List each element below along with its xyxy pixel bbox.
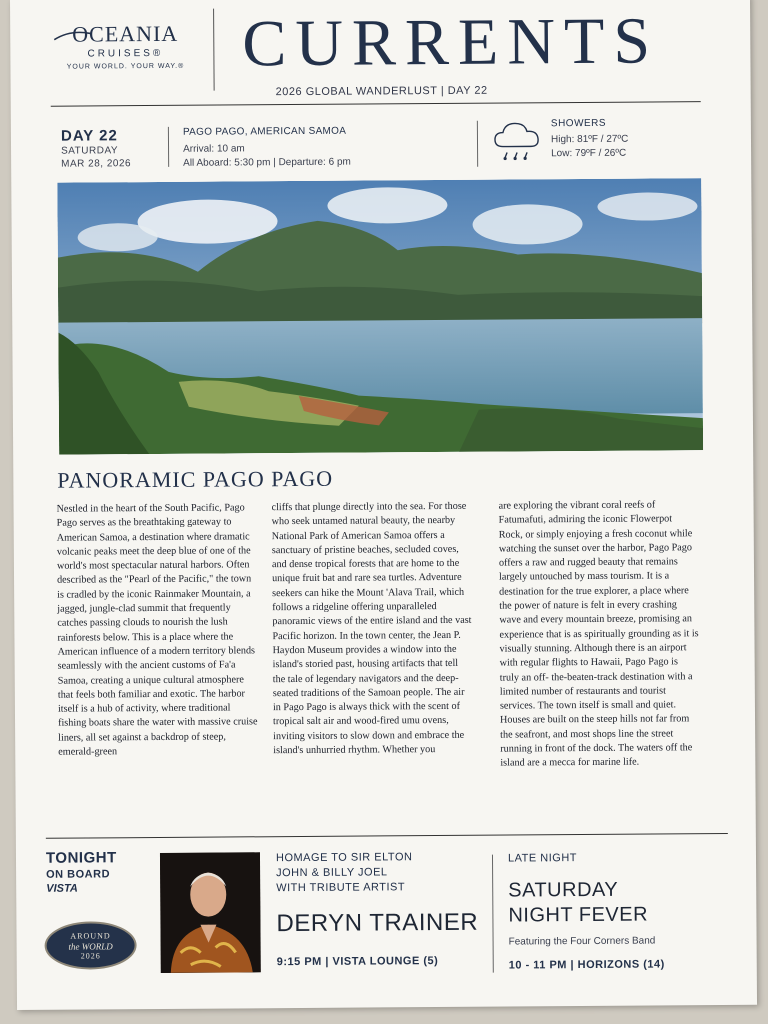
late-title-2: NIGHT FEVER <box>508 903 649 927</box>
weather-condition: SHOWERS <box>550 117 607 130</box>
article-headline: PANORAMIC PAGO PAGO <box>57 465 334 493</box>
day-info <box>61 127 131 170</box>
cloud-rain-icon <box>491 118 543 164</box>
badge-line-3: 2026 <box>80 951 101 961</box>
late-subtitle: Featuring the Four Corners Band <box>508 935 656 948</box>
day-weekday: SATURDAY <box>61 145 119 157</box>
artist-portrait-art <box>160 852 261 973</box>
brand-name: OCEANIA <box>72 20 179 47</box>
info-divider-1 <box>168 127 169 167</box>
show-line-1: HOMAGE TO SIR ELTON <box>275 851 413 865</box>
divider-top <box>51 101 701 107</box>
around-the-world-badge <box>44 921 136 970</box>
swoosh-icon <box>52 29 92 43</box>
masthead-divider <box>213 9 215 91</box>
tonight-onboard: ON BOARD <box>46 868 111 881</box>
tonight-ship: VISTA <box>46 882 78 895</box>
day-number: DAY 22 <box>60 127 118 145</box>
weather-low: Low: 79ºF / 26ºC <box>551 147 627 160</box>
badge-line-2: the WORLD <box>68 941 113 952</box>
article-column-2: cliffs that plunge directly into the sea. For those who seek untamed natural beauty, the nearby National Park of American Samoa offers a sanctuary of pristine beaches, secluded coves, and dense tropical forests that are home to the unique fruit bat and rare sea turtles. Adventure seekers can hike the Mount 'Alava Trail, which follows a ridgeline offering unparalleled panoramic views of the entire island and the vast Pacific horizon. In the town center, the Jean P. Haydon Museum provides a window into the island's storied past, housing artifacts that tell the tale of legendary navigators and the deep-seated traditions of the Samoan people. The air in Pago Pago is always thick with the scent of tropical salt air and wood-fired umu ovens, inviting visitors to slow down and embrace the island's unhurried rhythm. Whether you <box>271 500 472 757</box>
brand-sub: CRUISES® <box>87 47 164 60</box>
port-info <box>183 126 351 171</box>
port-aboard: All Aboard: 5:30 pm | Departure: 6 pm <box>183 156 351 169</box>
tonight-divider <box>492 855 494 973</box>
show-artist: DERYN TRAINER <box>276 908 479 938</box>
late-time: 10 - 11 PM | HORIZONS (14) <box>508 958 665 972</box>
late-label: LATE NIGHT <box>507 852 578 865</box>
badge-line-1: AROUND <box>70 931 111 941</box>
tonight-block <box>46 849 117 894</box>
artist-portrait <box>160 852 261 973</box>
divider-bottom <box>46 833 728 839</box>
harbor-photo-art <box>57 178 703 454</box>
show-line-3: WITH TRIBUTE ARTIST <box>276 881 406 895</box>
weather-high: High: 81ºF / 27ºC <box>550 133 629 146</box>
newsletter-page <box>10 0 757 1010</box>
oceania-logo <box>50 21 200 71</box>
tonight-label: TONIGHT <box>45 849 117 867</box>
harbor-photo <box>57 178 703 454</box>
late-night-block <box>508 851 665 971</box>
page-subtitle: 2026 GLOBAL WANDERLUST | DAY 22 <box>275 84 488 99</box>
brand-tagline: YOUR WORLD. YOUR WAY.® <box>66 62 185 71</box>
page-title: CURRENTS <box>242 4 660 81</box>
weather-info <box>551 118 629 162</box>
late-title-1: SATURDAY <box>508 878 619 902</box>
day-date: MAR 28, 2026 <box>61 158 132 170</box>
article-column-3: are exploring the vibrant coral reefs of Fatumafuti, admiring the iconic Flowerpot Rock, or simply enjoying a fresh coconut while watching the sunset over the harbor, Pago Pago offers a raw and rugged beauty that remains largely untouched by mass tourism. It is a destination for the true explorer, a place where the power of nature is felt in every crashing wave and every mountain breeze, promising an experience that is as spiritually grounding as it is visually stunning. Although there is an airport with regular flights to Hawaii, Pago Pago is truly an off- the-beaten-track destination with a limited number of restaurants and tourist services. The town itself is small and quiet. Houses are built on the steep hills not far from the seafront, and most shops line the street running in front of the dock. The waters off the island are a mecca for marine life. <box>498 499 699 769</box>
port-arrival: Arrival: 10 am <box>183 143 245 155</box>
info-divider-2 <box>477 121 478 167</box>
article-column-1: Nestled in the heart of the South Pacific, Pago Pago serves as the breathtaking gateway to American Samoa, a destination where dramatic volcanic peaks meet the deep blue of one of the world's most spectacular natural harbors. Often described as the "Pearl of the Pacific," the town is cradled by the iconic Rainmaker Mountain, a jagged, jungle-clad summit that frequently catches passing clouds to nourish the lush rainforests below. This is a place where the American influence of a modern territory blends seamlessly with the ancient customs of Fa'a Samoa, creating a unique cultural atmosphere that feels both familiar and exotic. The harbor itself is a hub of activity, where traditional fishing boats share the water with massive cruise liners, all set against a backdrop of steep, emerald-green <box>56 502 258 758</box>
show-line-2: JOHN & BILLY JOEL <box>276 866 388 880</box>
show-block <box>276 850 478 968</box>
port-name: PAGO PAGO, AMERICAN SAMOA <box>182 125 347 138</box>
show-time: 9:15 PM | VISTA LOUNGE (5) <box>276 955 439 969</box>
